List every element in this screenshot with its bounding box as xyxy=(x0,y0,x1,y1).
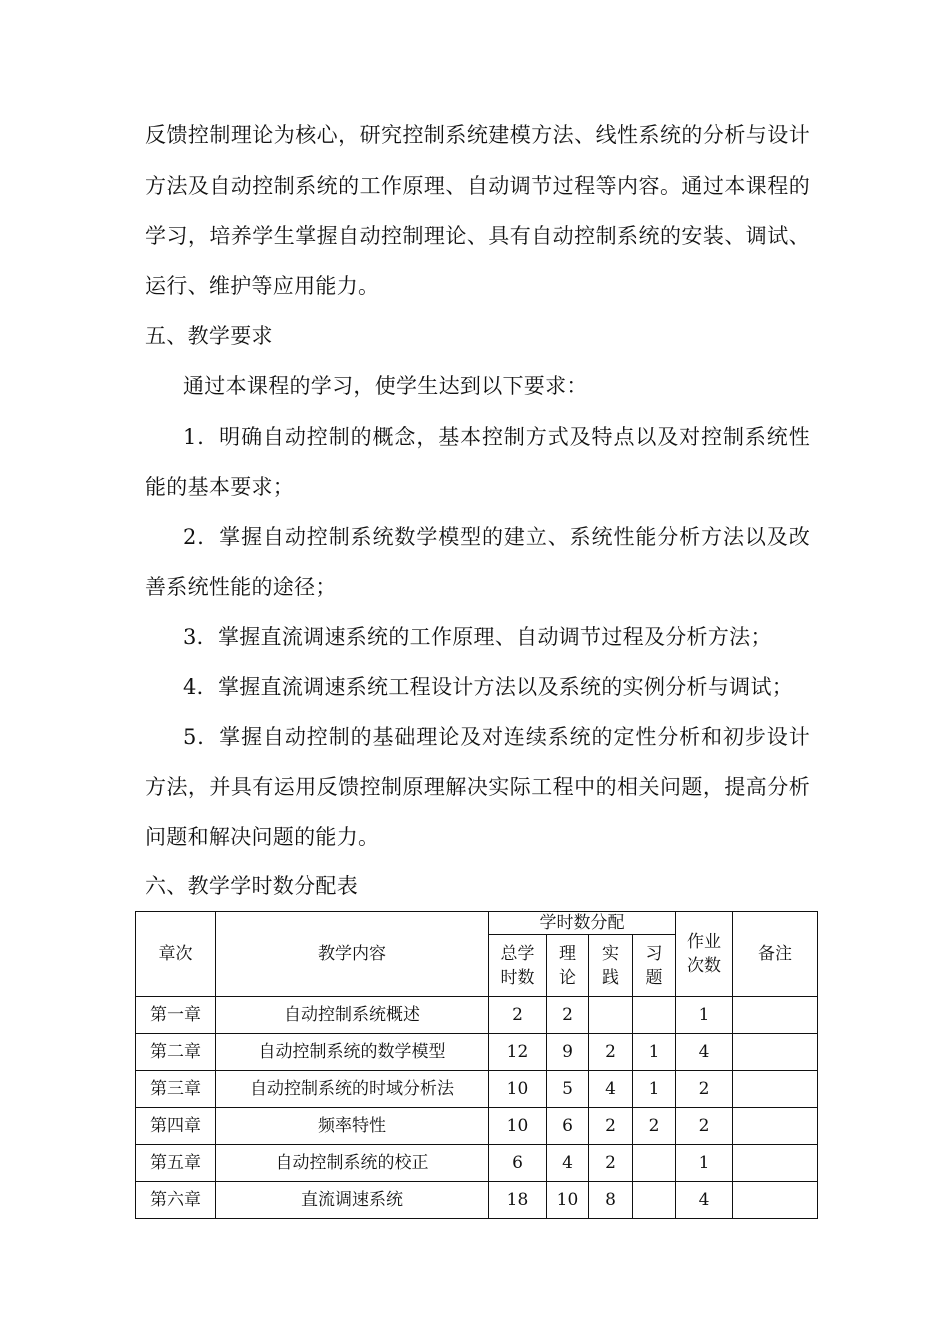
cell-practice: 4 xyxy=(589,1071,633,1108)
cell-chapter: 第五章 xyxy=(136,1145,216,1182)
cell-chapter: 第二章 xyxy=(136,1034,216,1071)
header-theory: 理论 xyxy=(547,935,589,997)
requirement-item-5-cont2: 问题和解决问题的能力。 xyxy=(145,825,380,849)
header-chapter: 章次 xyxy=(136,912,216,997)
cell-total: 10 xyxy=(489,1071,547,1108)
requirement-item-3: 3．掌握直流调速系统的工作原理、自动调节过程及分析方法； xyxy=(183,625,772,649)
header-hours-group: 学时数分配 xyxy=(489,912,676,935)
table-row xyxy=(136,997,818,1034)
section-heading: 五、教学要求 xyxy=(145,324,273,348)
cell-practice: 2 xyxy=(589,1145,633,1182)
header-notes: 备注 xyxy=(733,912,818,997)
table-row xyxy=(136,1145,818,1182)
header-total: 总学时数 xyxy=(489,935,547,997)
cell-notes xyxy=(733,1108,818,1145)
cell-content: 自动控制系统的时域分析法 xyxy=(216,1071,489,1108)
cell-practice: 2 xyxy=(589,1034,633,1071)
cell-exercise: 1 xyxy=(633,1034,676,1071)
cell-theory: 4 xyxy=(547,1145,589,1182)
cell-notes xyxy=(733,1182,818,1219)
requirement-item-1: 1．明确自动控制的概念，基本控制方式及特点以及对控制系统性 xyxy=(183,425,810,449)
requirement-item-5: 5．掌握自动控制的基础理论及对连续系统的定性分析和初步设计 xyxy=(183,725,810,749)
cell-theory: 2 xyxy=(547,997,589,1034)
cell-theory: 5 xyxy=(547,1071,589,1108)
hours-allocation-table xyxy=(135,911,818,1219)
cell-exercise xyxy=(633,1182,676,1219)
paragraph-line: 学习，培养学生掌握自动控制理论、具有自动控制系统的安装、调试、 xyxy=(145,224,810,248)
cell-total: 12 xyxy=(489,1034,547,1071)
cell-total: 10 xyxy=(489,1108,547,1145)
section-intro: 通过本课程的学习，使学生达到以下要求： xyxy=(183,374,588,398)
cell-content: 自动控制系统的数学模型 xyxy=(216,1034,489,1071)
cell-content: 自动控制系统概述 xyxy=(216,997,489,1034)
cell-exercise: 1 xyxy=(633,1071,676,1108)
cell-notes xyxy=(733,1145,818,1182)
cell-practice: 2 xyxy=(589,1108,633,1145)
cell-homework: 1 xyxy=(676,997,733,1034)
cell-homework: 4 xyxy=(676,1182,733,1219)
cell-content: 自动控制系统的校正 xyxy=(216,1145,489,1182)
cell-exercise xyxy=(633,997,676,1034)
cell-exercise xyxy=(633,1145,676,1182)
cell-total: 6 xyxy=(489,1145,547,1182)
cell-notes xyxy=(733,1034,818,1071)
cell-chapter: 第一章 xyxy=(136,997,216,1034)
table-row xyxy=(136,1182,818,1219)
cell-theory: 9 xyxy=(547,1034,589,1071)
cell-practice xyxy=(589,997,633,1034)
paragraph-line: 反馈控制理论为核心，研究控制系统建模方法、线性系统的分析与设计 xyxy=(145,123,810,147)
cell-notes xyxy=(733,997,818,1034)
section-heading: 六、教学学时数分配表 xyxy=(145,874,358,898)
cell-practice: 8 xyxy=(589,1182,633,1219)
cell-homework: 1 xyxy=(676,1145,733,1182)
table-row xyxy=(136,1108,818,1145)
cell-total: 2 xyxy=(489,997,547,1034)
header-exercise: 习题 xyxy=(633,935,676,997)
cell-notes xyxy=(733,1071,818,1108)
cell-theory: 6 xyxy=(547,1108,589,1145)
cell-theory: 10 xyxy=(547,1182,589,1219)
cell-chapter: 第四章 xyxy=(136,1108,216,1145)
header-homework: 作业次数 xyxy=(676,912,733,997)
cell-exercise: 2 xyxy=(633,1108,676,1145)
requirement-item-5-cont: 方法，并具有运用反馈控制原理解决实际工程中的相关问题，提高分析 xyxy=(145,775,810,799)
cell-chapter: 第六章 xyxy=(136,1182,216,1219)
requirement-item-1-cont: 能的基本要求； xyxy=(145,475,295,499)
paragraph-line: 方法及自动控制系统的工作原理、自动调节过程等内容。通过本课程的 xyxy=(145,174,810,198)
cell-homework: 2 xyxy=(676,1071,733,1108)
paragraph-line: 运行、维护等应用能力。 xyxy=(145,274,380,298)
cell-content: 频率特性 xyxy=(216,1108,489,1145)
header-content: 教学内容 xyxy=(216,912,489,997)
cell-content: 直流调速系统 xyxy=(216,1182,489,1219)
cell-homework: 2 xyxy=(676,1108,733,1145)
table-row xyxy=(136,1071,818,1108)
cell-total: 18 xyxy=(489,1182,547,1219)
cell-homework: 4 xyxy=(676,1034,733,1071)
requirement-item-2-cont: 善系统性能的途径； xyxy=(145,575,337,599)
header-practice: 实践 xyxy=(589,935,633,997)
requirement-item-2: 2．掌握自动控制系统数学模型的建立、系统性能分析方法以及改 xyxy=(183,525,810,549)
table-row xyxy=(136,1034,818,1071)
requirement-item-4: 4．掌握直流调速系统工程设计方法以及系统的实例分析与调试； xyxy=(183,675,794,699)
cell-chapter: 第三章 xyxy=(136,1071,216,1108)
